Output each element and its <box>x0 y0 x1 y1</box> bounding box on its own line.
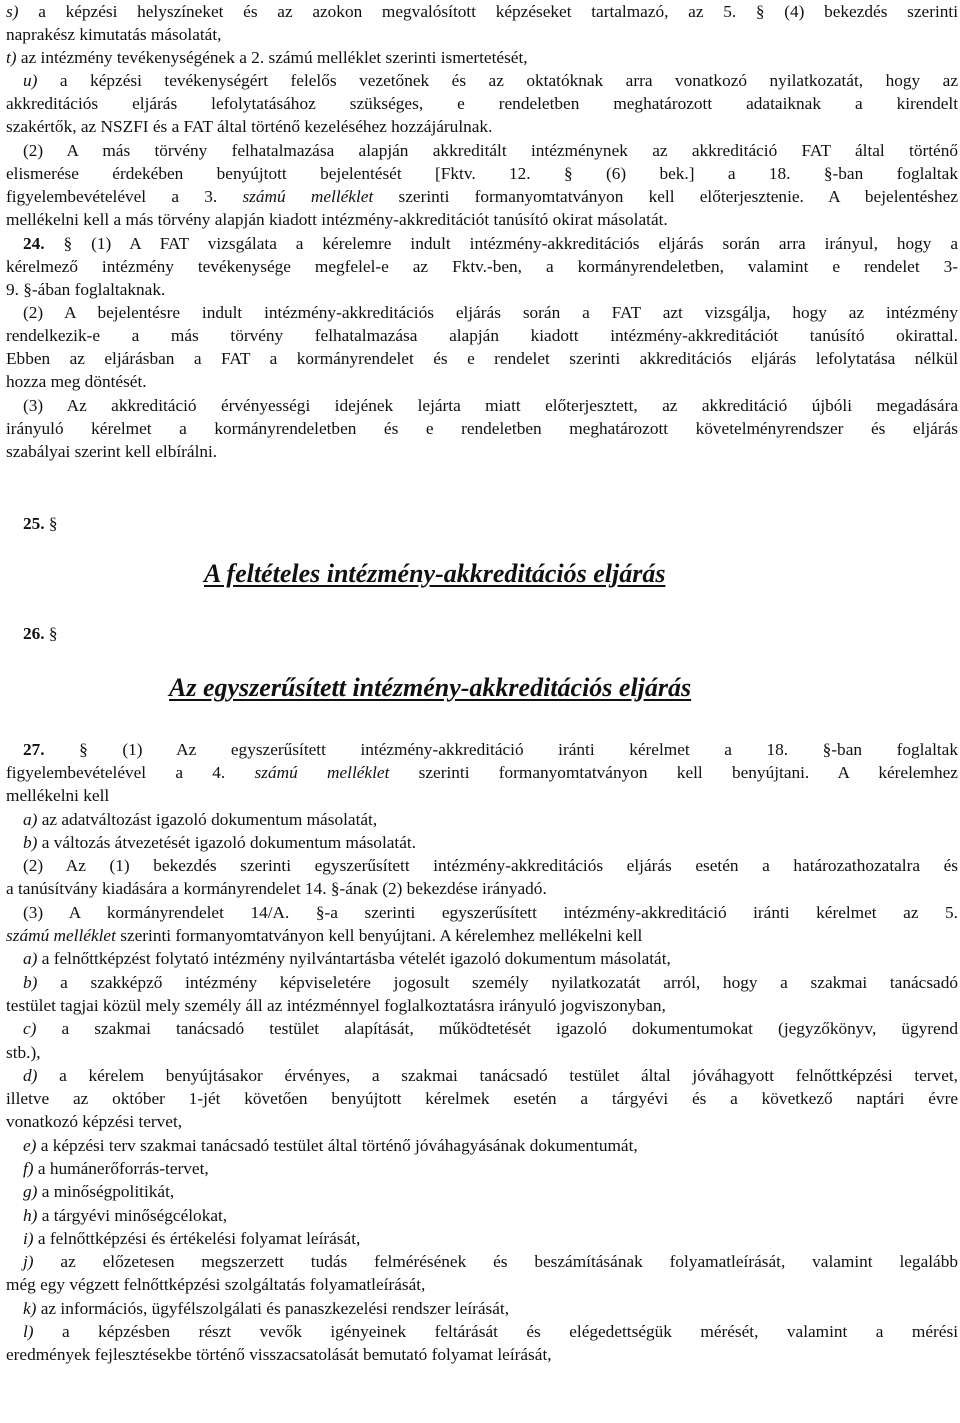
list-letter: b) <box>23 833 38 852</box>
heading-conditional-accreditation: A feltételes intézmény-akkreditációs eljárás <box>204 559 666 588</box>
section-number: 24. <box>23 234 45 253</box>
item-d <box>23 1064 958 1087</box>
line <box>6 185 958 208</box>
section-sign: § <box>44 624 58 643</box>
line: mellékelni kell a más törvény alapján kiadott intézmény-akkreditációt tanúsító okirat másolatát. <box>6 210 668 229</box>
line-text: § (1) Az egyszerűsített intézmény-akkreditáció iránti kérelmet a 18. §-ban foglaltak <box>44 740 958 759</box>
section-number: 26. <box>23 624 45 643</box>
line-text: az intézmény tevékenységének a 2. számú melléklet szerinti ismertetését, <box>16 48 528 67</box>
item-e <box>23 1134 958 1157</box>
line: szabályai szerint kell elbírálni. <box>6 442 218 461</box>
section-27 <box>23 738 958 761</box>
line: (2) Az (1) bekezdés szerinti egyszerűsített intézmény-akkreditációs eljárás esetén a határozathozatalra és <box>23 856 958 875</box>
list-letter: f) <box>23 1159 34 1178</box>
line-text: a felnőttképzést folytató intézmény nyilvántartásba vételét igazoló dokumentum másolatát, <box>37 949 671 968</box>
line: rendelkezik-e a más törvény felhatalmazása alapján kiadott intézmény-akkreditációt tanúsító okirattal. <box>6 326 958 345</box>
line-text: a változás átvezetését igazoló dokumentum másolatát. <box>37 833 417 852</box>
line-text: a szakképző intézmény képviseletére jogosult személy nyilatkozatát arról, hogy a szakmai tanácsadó <box>37 973 958 992</box>
list-letter: b) <box>23 973 38 992</box>
item-h <box>23 1204 958 1227</box>
list-letter: i) <box>23 1229 34 1248</box>
line-text: a felnőttképzési és értékelési folyamat leírását, <box>33 1229 361 1248</box>
item-t <box>6 46 958 69</box>
item-b <box>23 831 958 854</box>
line: eredmények fejlesztésekbe történő visszacsatolását bemutató folyamat leírását, <box>6 1345 552 1364</box>
line-text: szerinti formanyomtatványon kell benyújtani. A kérelemhez <box>389 763 958 782</box>
line: testület tagjai közül mely személy áll az intézménnyel foglalkoztatásra irányuló jogviszonyban, <box>6 996 666 1015</box>
item-c <box>23 1017 958 1040</box>
line: 9. §-ában foglaltaknak. <box>6 280 166 299</box>
line-text: a szakmai tanácsadó testület alapítását, működtetését igazoló dokumentumokat (jegyzőkönyv, ügyrend <box>36 1019 958 1038</box>
section-number: 25. <box>23 514 45 533</box>
list-letter: t) <box>6 48 17 67</box>
line: még egy végzett felnőttképzési szolgáltatás folyamatleírását, <box>6 1275 426 1294</box>
list-letter: l) <box>23 1322 34 1341</box>
line: (3) Az akkreditáció érvényességi idejének lejárta miatt előterjesztett, az akkreditáció újbóli megadására <box>23 396 958 415</box>
item-a <box>23 808 958 831</box>
line: vonatkozó képzési tervet, <box>6 1112 183 1131</box>
line-text: a humánerőforrás-tervet, <box>33 1159 209 1178</box>
line: a tanúsítvány kiadására a kormányrendelet 14. §-ának (2) bekezdése irányadó. <box>6 879 547 898</box>
item-u <box>23 69 958 92</box>
list-letter: u) <box>23 71 38 90</box>
list-letter: g) <box>23 1182 38 1201</box>
list-letter: s) <box>6 2 19 21</box>
line: elismerése érdekében benyújtott bejelentését [Fktv. 12. § (6) bek.] a 18. §-ban foglaltak <box>6 164 958 183</box>
section-25 <box>23 512 958 535</box>
line-text: az adatváltozást igazoló dokumentum másolatát, <box>37 810 378 829</box>
list-letter: e) <box>23 1136 37 1155</box>
line-text: figyelembevételével a 4. <box>6 763 255 782</box>
line: Ebben az eljárásban a FAT a kormányrendelet és e rendelet szerinti akkreditációs eljárás lefolytatása nélkül <box>6 349 958 368</box>
line <box>6 924 958 947</box>
item-f <box>23 1157 958 1180</box>
item-i <box>23 1227 958 1250</box>
line-text: figyelembevételével a 3. <box>6 187 243 206</box>
section-sign: § <box>44 514 58 533</box>
line-text: a képzési helyszíneket és az azokon megvalósított képzéseket tartalmazó, az 5. § (4) bekezdés szerinti <box>18 2 958 21</box>
line-text: a képzési terv szakmai tanácsadó testület által történő jóváhagyásának dokumentumát, <box>36 1136 638 1155</box>
paragraph-2-line: (2) A más törvény felhatalmazása alapján akkreditált intézménynek az akkreditáció FAT által történő <box>23 141 958 160</box>
line: kérelmező intézmény tevékenysége megfelel-e az Fktv.-ben, a kormányrendeletben, valamint e rendelet 3- <box>6 257 958 276</box>
line: naprakész kimutatás másolatát, <box>6 25 222 44</box>
section-26 <box>23 622 958 645</box>
heading-simplified-accreditation: Az egyszerűsített intézmény-akkreditációs eljárás <box>169 673 692 702</box>
list-letter: j) <box>23 1252 34 1271</box>
item-a <box>23 947 958 970</box>
line: szakértők, az NSZFI és a FAT által történő kezeléséhez hozzájárulnak. <box>6 117 493 136</box>
list-letter: h) <box>23 1206 38 1225</box>
line-text: a kérelem benyújtásakor érvényes, a szakmai tanácsadó testület által jóváhagyott felnőttképzési tervet, <box>37 1066 958 1085</box>
line-text: szerinti formanyomtatványon kell benyújtani. A kérelemhez mellékelni kell <box>115 926 643 945</box>
item-g <box>23 1180 958 1203</box>
line: akkreditációs eljárás lefolytatásához szükséges, e rendeletben meghatározott adataiknak a kirendelt <box>6 94 958 113</box>
line-text: § (1) A FAT vizsgálata a kérelemre indult intézmény-akkreditációs eljárás során arra irányul, hogy a <box>44 234 958 253</box>
section-number: 27. <box>23 740 45 759</box>
line <box>6 761 958 784</box>
item-k <box>23 1297 958 1320</box>
annex-reference: számú melléklet <box>254 763 390 782</box>
section-24 <box>23 232 958 255</box>
item-b <box>23 971 958 994</box>
item-s <box>6 0 958 23</box>
line-text: az információs, ügyfélszolgálati és panaszkezelési rendszer leírását, <box>36 1299 510 1318</box>
line: illetve az október 1-jét követően benyújtott kérelmek esetén a tárgyévi és a következő naptári évre <box>6 1089 958 1108</box>
item-l <box>23 1320 958 1343</box>
list-letter: a) <box>23 810 38 829</box>
line-text: a minőségpolitikát, <box>37 1182 175 1201</box>
line-text: a képzési tevékenységért felelős vezetőnek és az oktatóknak arra vonatkozó nyilatkozatát, hogy az <box>37 71 958 90</box>
item-j <box>23 1250 958 1273</box>
line-text: az előzetesen megszerzett tudás felmérésének és beszámításának folyamatleírását, valamint legalább <box>33 1252 958 1271</box>
annex-reference: számú melléklet <box>6 926 116 945</box>
line: irányuló kérelmet a kormányrendeletben és e rendeletben meghatározott követelményrendszer és eljárás <box>6 419 958 438</box>
line-text: a képzésben részt vevők igényeinek feltárását és elégedettségük mérését, valamint a mérési <box>33 1322 958 1341</box>
list-letter: d) <box>23 1066 38 1085</box>
line-text: a tárgyévi minőségcélokat, <box>37 1206 228 1225</box>
annex-reference: számú melléklet <box>242 187 374 206</box>
list-letter: k) <box>23 1299 37 1318</box>
line: (2) A bejelentésre indult intézmény-akkreditációs eljárás során a FAT azt vizsgálja, hogy az intézmény <box>23 303 958 322</box>
line-text: szerinti formanyomtatványon kell előterjesztenie. A bejelentéshez <box>373 187 958 206</box>
line: stb.), <box>6 1043 41 1062</box>
line: (3) A kormányrendelet 14/A. §-a szerinti egyszerűsített intézmény-akkreditáció iránti kérelmet az 5. <box>23 903 958 922</box>
list-letter: a) <box>23 949 38 968</box>
line: mellékelni kell <box>6 786 110 805</box>
list-letter: c) <box>23 1019 37 1038</box>
line: hozza meg döntését. <box>6 372 147 391</box>
